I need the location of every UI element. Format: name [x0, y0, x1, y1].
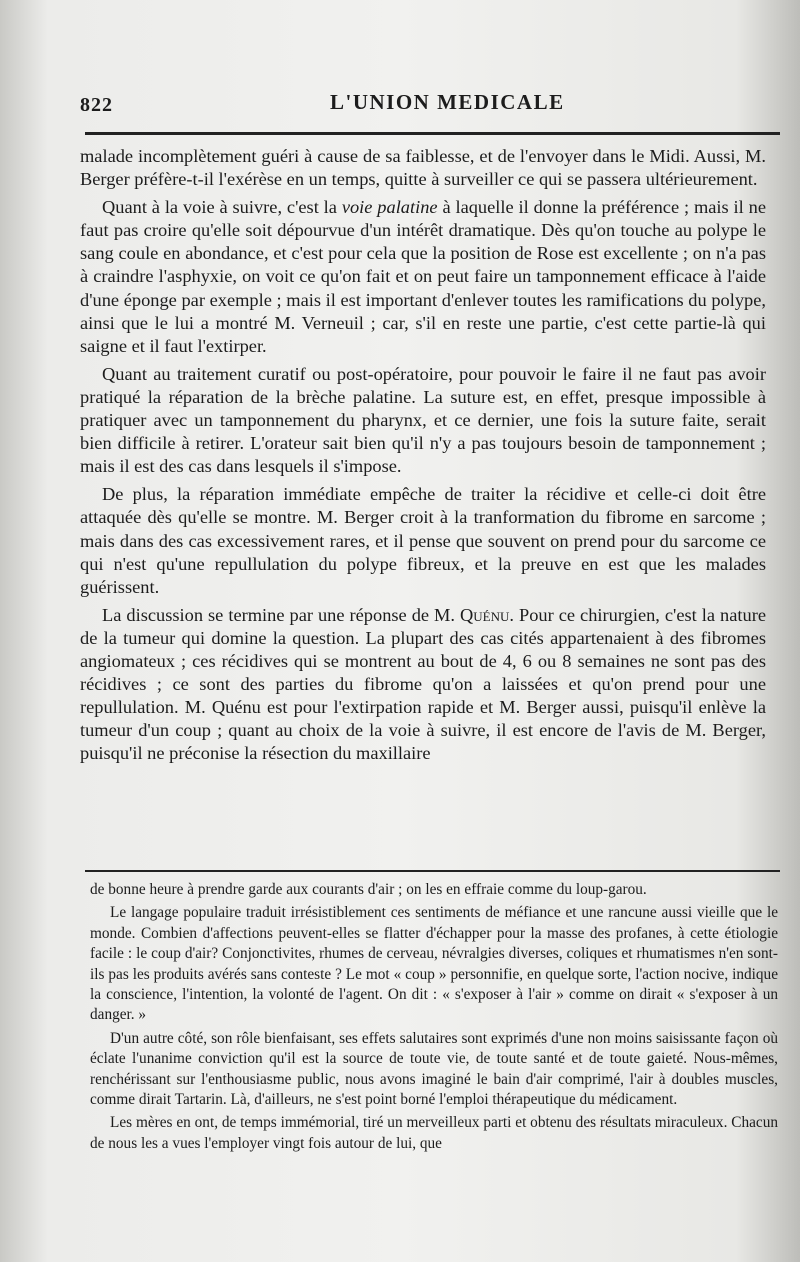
- footnote-paragraph-4: Les mères en ont, de temps immémorial, tiré un merveilleux parti et obtenu des résultats miraculeux. Chacun de nous les a vues l'employer vingt fois autour de lui, que: [90, 1114, 778, 1152]
- main-body-text: [80, 145, 766, 770]
- footnote-paragraph-1: de bonne heure à prendre garde aux courants d'air ; on les en effraie comme du loup-garou.: [90, 881, 647, 898]
- footnote-separator-rule: [85, 870, 780, 872]
- paragraph-2: [80, 196, 766, 358]
- paragraph-5-start: La discussion se termine par une réponse de M.: [102, 604, 461, 625]
- footnote-paragraph-2: Le langage populaire traduit irrésistiblement ces sentiments de méfiance et une rancune aussi vieille que le monde. Combien d'affections peuvent-elles se flatter d'échapper pour la masse des profanes, à cette étiologie facile : le coup d'air? Conjonctivites, rhumes de cerveau, névralgies diverses, coliques et rhumatismes n'en sont-ils pas les produits avérés sans conteste ? Le mot « coup » personnifie, en quelque sorte, l'action nocive, indique la conscience, l'intention, la volonté de l'agent. On dit : « s'exposer à l'air » comme on dirait « s'exposer à un danger. »: [90, 904, 778, 1024]
- footnote-paragraph-3: D'un autre côté, son rôle bienfaisant, ses effets salutaires sont exprimés d'une non moins saisissante façon où éclate l'unanime conviction qu'il est la source de toute vie, de toute santé et de toute gaieté. Nous-mêmes, renchérissant sur l'enthousiasme public, nous avons imaginé le bain d'air comprimé, l'air à doubles muscles, comme dirait Tartarin. Là, d'ailleurs, ne s'est point borné l'emploi thérapeutique du médicament.: [90, 1029, 778, 1109]
- journal-title: L'UNION MEDICALE: [330, 90, 565, 114]
- voie-palatine-emphasis: voie palatine: [341, 197, 438, 218]
- paragraph-1: malade incomplètement guéri à cause de sa faiblesse, et de l'envoyer dans le Midi. Aussi, M. Berger préfère-t-il l'exérèse en un temps, quitte à surveiller ce qui se passera ultérieurement.: [80, 146, 766, 190]
- paragraph-2-end: à laquelle il donne la préférence ; mais il ne faut pas croire qu'elle soit dépourvue d'un intérêt dramatique. Dès qu'on touche au polype le sang coule en abondance, et c'est pour cela que la position de Rose est excellente ; on n'a pas à craindre l'asphyxie, on voit ce qu'on fait et on peut faire un tamponnement efficace à l'aide d'une éponge par exemple ; mais il est important d'enlever toutes les ramifications du polype, ainsi que le lui a montré M. Verneuil ; car, s'il en reste une partie, c'est cette partie-là qui saigne et il faut l'extirper.: [80, 197, 766, 356]
- paragraph-5-end: . Pour ce chirurgien, c'est la nature de la tumeur qui domine la question. La plupart des cas cités appartenaient à des fibromes angiomateux ; ces récidives qui se montrent au bout de 4, 6 ou 8 semaines ne sont pas des récidives ; ce sont des parties du fibrome qu'on a laissées et qu'on prend pour une repullulation. M. Quénu est pour l'extirpation rapide et M. Berger aussi, puisqu'il enlève la tumeur d'un coup ; quant au choix de la voie à suivre, il est encore de l'avis de M. Berger, puisqu'il ne préconise la résection du maxillaire: [80, 604, 767, 764]
- paragraph-2-start: Quant à la voie à suivre, c'est la: [102, 197, 342, 218]
- page-number: 822: [80, 94, 113, 116]
- paragraph-5: [80, 604, 766, 766]
- paragraph-4: De plus, la réparation immédiate empêche de traiter la récidive et celle-ci doit être attaquée dès qu'elle se montre. M. Berger croit à la tranformation du fibrome en sarcome ; mais dans des cas excessivement rares, et il pense que souvent on prend pour du sarcome ce qui n'est qu'une repullulation du polype fibreux, et la preuve en est que les malades guérissent.: [80, 484, 766, 597]
- running-header: [80, 88, 780, 118]
- author-name-quenu: Quénu: [460, 604, 510, 625]
- paragraph-3: Quant au traitement curatif ou post-opératoire, pour pouvoir le faire il ne faut pas avoir pratiqué la réparation de la brèche palatine. La suture est, en effet, presque impossible à pratiquer avec un tamponnement du pharynx, et ce dernier, une fois la suture faite, serait bien difficile à retirer. L'orateur sait bien qu'il n'y a pas toujours besoin de tamponnement ; mais il est des cas dans lesquels il s'impose.: [80, 363, 766, 477]
- header-rule: [85, 132, 780, 135]
- footnote-text: [90, 880, 778, 1157]
